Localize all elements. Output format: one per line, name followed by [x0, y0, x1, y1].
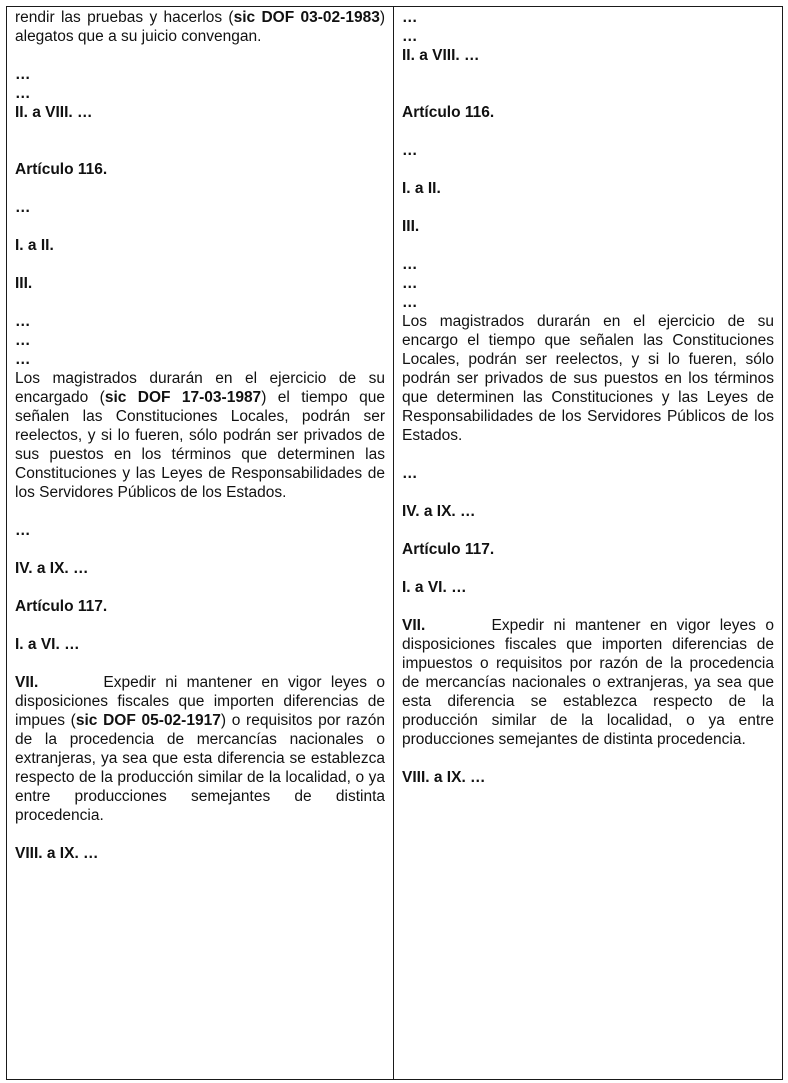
paragraph-fraction-vii: VII. Expedir ni mantener en vigor leyes o disposiciones fiscales que importen diferencias de impuestos o requisitos por razón de la procedencia de mercancías nacionales o extranjeras, ya sea que esta diferencia se establezca respecto de la producción similar de la localidad, o ya entre producciones semejantes de distinta procedencia. [402, 617, 774, 748]
comparison-table [6, 6, 783, 1080]
sic-note: sic DOF 17-03-1987 [104, 389, 262, 406]
fraction-range: IV. a IX. … [15, 560, 89, 577]
article-heading: Artículo 116. [15, 161, 108, 178]
fraction-label: VII. [15, 674, 39, 691]
fraction-range: I. a II. [402, 180, 441, 197]
ellipsis: … [402, 465, 418, 482]
fraction-range: I. a II. [15, 237, 54, 254]
sic-note: sic DOF 05-02-1917 [75, 712, 221, 729]
ellipsis: … [15, 313, 31, 330]
ellipsis: … [402, 28, 418, 45]
fraction-range: I. a VI. … [402, 579, 467, 596]
ellipsis: … [15, 85, 31, 102]
paragraph-magistrados: Los magistrados durarán en el ejercicio de su encargo el tiempo que señalen las Constituciones Locales, podrán ser reelectos, y si lo fueren, sólo podrán ser privados de sus puestos en los términos que determinen las Constituciones y las Leyes de Responsabilidades de los Servidores Públicos de los Estados. [402, 313, 774, 444]
ellipsis: … [402, 256, 418, 273]
fraction-range: VIII. a IX. … [402, 769, 486, 786]
ellipsis: … [15, 522, 31, 539]
paragraph-magistrados: Los magistrados durarán en el ejercicio de su encargado (sic DOF 17-03-1987) el tiempo que señalen las Constituciones Locales, podrán ser reelectos, y si lo fueren, sólo podrán ser privados de sus puestos en los términos que determinen las Constituciones y las Leyes de Responsabilidades de los Servidores Públicos de los Estados. [15, 370, 385, 501]
ellipsis: … [15, 351, 31, 368]
article-heading: Artículo 116. [402, 104, 495, 121]
ellipsis: … [15, 332, 31, 349]
paragraph-intro: rendir las pruebas y hacerlos (sic DOF 03-02-1983) alegatos que a su juicio convengan. [15, 9, 385, 45]
article-heading: Artículo 117. [402, 541, 495, 558]
ellipsis: … [15, 199, 31, 216]
fraction-range: II. a VIII. … [402, 47, 480, 64]
right-column-reformed-text [394, 7, 782, 1079]
ellipsis: … [402, 294, 418, 311]
fraction-label: VII. [402, 617, 426, 634]
ellipsis: … [15, 66, 31, 83]
article-heading: Artículo 117. [15, 598, 108, 615]
fraction-range: VIII. a IX. … [15, 845, 99, 862]
left-column-original-text [7, 7, 394, 1079]
ellipsis: … [402, 9, 418, 26]
fraction-range: IV. a IX. … [402, 503, 476, 520]
fraction-label: III. [402, 218, 420, 235]
fraction-range: II. a VIII. … [15, 104, 93, 121]
ellipsis: … [402, 142, 418, 159]
fraction-range: I. a VI. … [15, 636, 80, 653]
ellipsis: … [402, 275, 418, 292]
sic-note: sic DOF 03-02-1983 [233, 9, 380, 26]
paragraph-fraction-vii: VII. Expedir ni mantener en vigor leyes o disposiciones fiscales que importen diferencias de impues (sic DOF 05-02-1917) o requisitos por razón de la procedencia de mercancías nacionales o extranjeras, ya sea que esta diferencia se establezca respecto de la producción similar de la localidad, o ya entre producciones semejantes de distinta procedencia. [15, 674, 385, 824]
fraction-label: III. [15, 275, 33, 292]
